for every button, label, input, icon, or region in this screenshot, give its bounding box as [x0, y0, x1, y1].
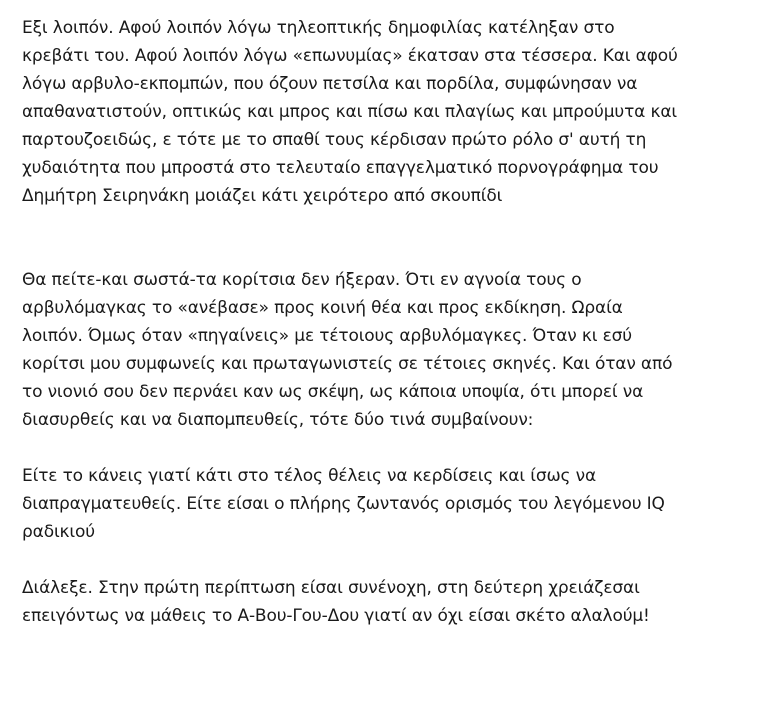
text-line: ραδικιού — [22, 522, 95, 542]
text-line: διασυρθείς και να διαπομπευθείς, τότε δύο τινά συμβαίνουν: — [22, 410, 534, 430]
text-line: κρεβάτι του. Αφού λοιπόν λόγω «επωνυμίας» έκατσαν στα τέσσερα. Και αφού — [22, 46, 678, 66]
text-line: αρβυλόμαγκας το «ανέβασε» προς κοινή θέα και προς εκδίκηση. Ωραία — [22, 298, 623, 318]
paragraph-4 — [22, 574, 767, 630]
text-line: λόγω αρβυλο-εκπομπών, που όζουν πετσίλα και πορδίλα, συμφώνησαν να — [22, 74, 638, 94]
text-line: το νιονιό σου δεν περνάει καν ως σκέψη, ως κάποια υποψία, ότι μπορεί να — [22, 382, 644, 402]
text-line: επειγόντως να μάθεις το Α-Βου-Γου-Δου γιατί αν όχι είσαι σκέτο αλαλούμ! — [22, 606, 650, 626]
text-line: παρτουζοειδώς, ε τότε με το σπαθί τους κέρδισαν πρώτο ρόλο σ' αυτή τη — [22, 130, 647, 150]
text-line: Εξι λοιπόν. Αφού λοιπόν λόγω τηλεοπτικής δημοφιλίας κατέληξαν στο — [22, 18, 615, 38]
paragraph-2 — [22, 266, 767, 434]
text-line: Διάλεξε. Στην πρώτη περίπτωση είσαι συνένοχη, στη δεύτερη χρειάζεσαι — [22, 578, 640, 598]
text-line: λοιπόν. Όμως όταν «πηγαίνεις» με τέτοιους αρβυλόμαγκες. Όταν κι εσύ — [22, 326, 632, 346]
paragraph-1 — [22, 14, 767, 210]
text-line: διαπραγματευθείς. Είτε είσαι ο πλήρης ζωντανός ορισμός του λεγόμενου IQ — [22, 494, 665, 514]
text-line: απαθανατιστούν, οπτικώς και μπρος και πίσω και πλαγίως και μπρούμυτα και — [22, 102, 677, 122]
text-line: κορίτσι μου συμφωνείς και πρωταγωνιστείς σε τέτοιες σκηνές. Και όταν από — [22, 354, 673, 374]
text-line: Θα πείτε-και σωστά-τα κορίτσια δεν ήξεραν. Ότι εν αγνοία τους ο — [22, 270, 582, 290]
text-line: Δημήτρη Σειρηνάκη μοιάζει κάτι χειρότερο από σκουπίδι — [22, 186, 503, 206]
article-body — [22, 14, 767, 630]
text-line: χυδαιότητα που μπροστά στο τελευταίο επαγγελματικό πορνογράφημα του — [22, 158, 659, 178]
text-line: Είτε το κάνεις γιατί κάτι στο τέλος θέλεις να κερδίσεις και ίσως να — [22, 466, 597, 486]
paragraph-3 — [22, 462, 767, 546]
